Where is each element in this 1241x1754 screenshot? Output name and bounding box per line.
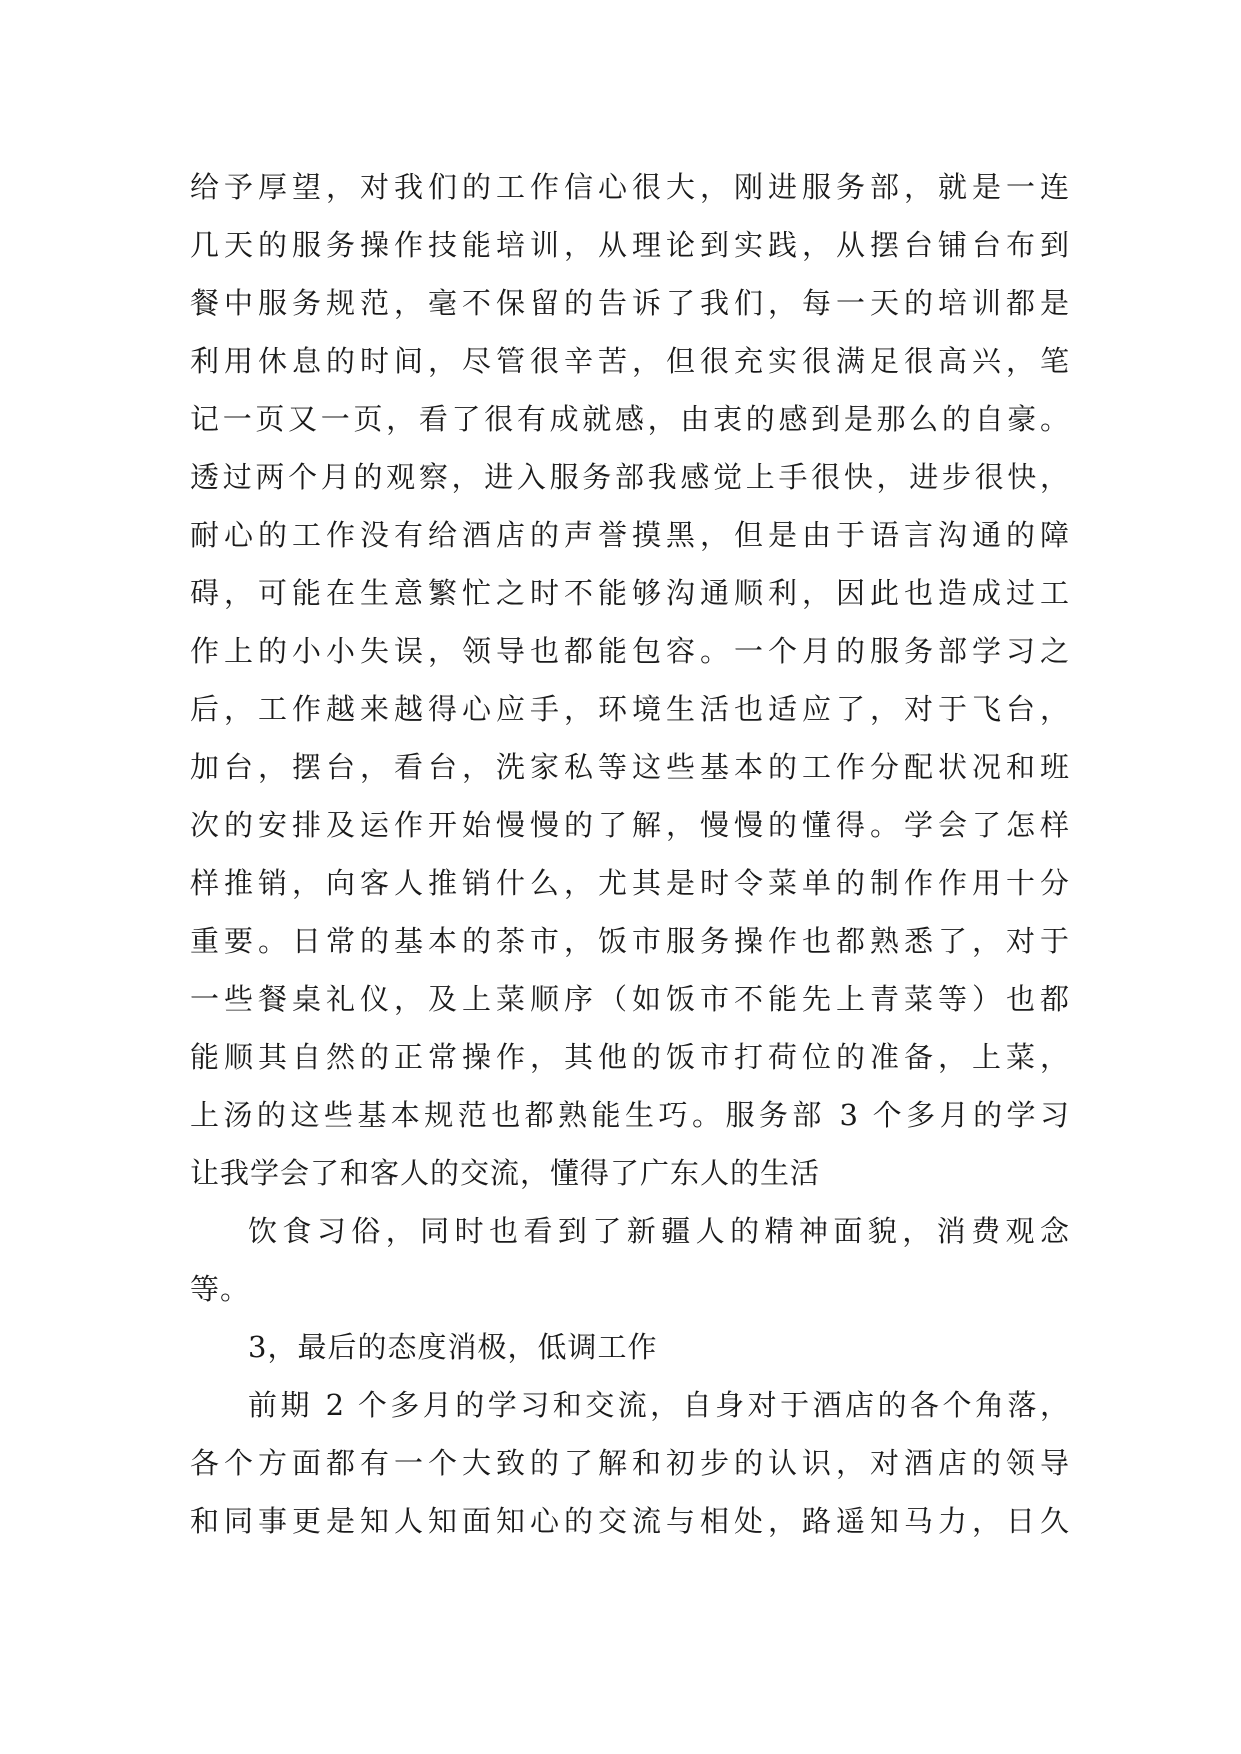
text-line: 重要。日常的基本的茶市，饭市服务操作也都熟悉了，对于 <box>190 924 1070 958</box>
text-line: 餐中服务规范，毫不保留的告诉了我们，每一天的培训都是 <box>190 286 1070 320</box>
text-line: 样推销，向客人推销什么，尤其是时令菜单的制作作用十分 <box>190 866 1070 900</box>
text-line: 上汤的这些基本规范也都熟能生巧。服务部 3 个多月的学习 <box>190 1098 1070 1132</box>
text-line: 耐心的工作没有给酒店的声誉摸黑，但是由于语言沟通的障 <box>190 518 1070 552</box>
body-text <box>190 158 1070 1550</box>
text-line: 加台，摆台，看台，洗家私等这些基本的工作分配状况和班 <box>190 750 1070 784</box>
text-line: 碍，可能在生意繁忙之时不能够沟通顺利，因此也造成过工 <box>190 576 1070 610</box>
text-line: 作上的小小失误，领导也都能包容。一个月的服务部学习之 <box>190 634 1070 668</box>
paragraph-first-line: 饮食习俗，同时也看到了新疆人的精神面貌，消费观念 <box>248 1214 1070 1248</box>
text-line: 能顺其自然的正常操作，其他的饭市打荷位的准备，上菜， <box>190 1040 1070 1074</box>
text-line: 一些餐桌礼仪，及上菜顺序（如饭市不能先上青菜等）也都 <box>190 982 1070 1016</box>
text-line: 利用休息的时间，尽管很辛苦，但很充实很满足很高兴，笔 <box>190 344 1070 378</box>
text-line: 透过两个月的观察，进入服务部我感觉上手很快，进步很快， <box>190 460 1070 494</box>
text-line: 记一页又一页，看了很有成就感，由衷的感到是那么的自豪。 <box>190 402 1070 436</box>
text-line: 次的安排及运作开始慢慢的了解，慢慢的懂得。学会了怎样 <box>190 808 1070 842</box>
paragraph-end-line: 等。 <box>190 1272 251 1306</box>
text-line: 和同事更是知人知面知心的交流与相处，路遥知马力，日久 <box>190 1504 1070 1538</box>
text-line: 各个方面都有一个大致的了解和初步的认识，对酒店的领导 <box>190 1446 1070 1480</box>
paragraph-end-line: 让我学会了和客人的交流，懂得了广东人的生活 <box>190 1156 821 1190</box>
text-line: 后，工作越来越得心应手，环境生活也适应了，对于飞台， <box>190 692 1070 726</box>
section-heading: 3，最后的态度消极，低调工作 <box>248 1330 658 1364</box>
paragraph-first-line: 前期 2 个多月的学习和交流，自身对于酒店的各个角落， <box>248 1388 1070 1422</box>
text-line: 几天的服务操作技能培训，从理论到实践，从摆台铺台布到 <box>190 228 1070 262</box>
text-line: 给予厚望，对我们的工作信心很大，刚进服务部，就是一连 <box>190 170 1070 204</box>
